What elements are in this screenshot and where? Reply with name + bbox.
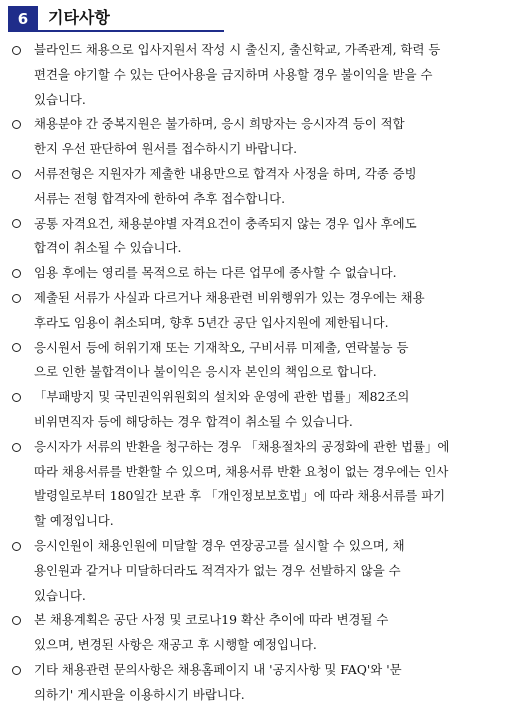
notice-text-line: 따라 채용서류를 반환할 수 있으며, 채용서류 반환 요청이 없는 경우에는 인사 [34,463,449,479]
notice-text-line: 채용분야 간 중복지원은 불가하며, 응시 희망자는 응시자격 등이 적합 [34,116,405,132]
notice-item [0,336,509,386]
section-underline [38,30,224,32]
bullet-circle-icon [12,542,21,551]
notice-text-line: 공통 자격요건, 채용분야별 자격요건이 충족되지 않는 경우 입사 후에도 [34,215,417,231]
notice-text-line: 「부패방지 및 국민권익위원회의 설치와 운영에 관한 법률」제82조의 [34,389,410,405]
notice-text-line: 편견을 야기할 수 있는 단어사용을 금지하며 사용할 경우 불이익을 받을 수 [34,66,433,82]
notice-item [0,658,509,708]
notice-text-line: 비위면직자 등에 해당하는 경우 합격이 취소될 수 있습니다. [34,413,353,429]
section-title: 기타사항 [48,8,110,27]
notice-text-line: 블라인드 채용으로 입사지원서 작성 시 출신지, 출신학교, 가족관계, 학력 등 [34,42,441,57]
notice-item [0,385,509,435]
bullet-circle-icon [12,393,21,402]
notice-text-line: 합격이 취소될 수 있습니다. [34,240,182,256]
notice-text-line: 으로 인한 불합격이나 불이익은 응시자 본인의 책임으로 합니다. [34,364,377,380]
notice-text-line: 있습니다. [34,91,86,107]
bullet-circle-icon [12,666,21,675]
notice-item [0,435,509,534]
bullet-circle-icon [12,343,21,352]
notice-text-line: 있습니다. [34,587,86,603]
notice-item [0,534,509,608]
section-number-badge: 6 [8,6,38,32]
bullet-circle-icon [12,120,21,129]
notice-text-line: 본 채용계획은 공단 사정 및 코로나19 확산 추이에 따라 변경될 수 [34,612,389,628]
notice-text-line: 서류는 전형 합격자에 한하여 추후 접수합니다. [34,190,286,206]
notice-text-line: 임용 후에는 영리를 목적으로 하는 다른 업무에 종사할 수 없습니다. [34,265,397,281]
bullet-circle-icon [12,269,21,278]
notice-text-line: 제출된 서류가 사실과 다르거나 채용관련 비위행위가 있는 경우에는 채용 [34,289,425,305]
notice-text-line: 응시원서 등에 허위기재 또는 기재착오, 구비서류 미제출, 연락불능 등 [34,339,409,355]
notice-item [0,286,509,336]
notice-item [0,261,509,286]
notice-text-line: 응시인원이 채용인원에 미달할 경우 연장공고를 실시할 수 있으며, 채 [34,537,405,553]
notice-item [0,162,509,212]
section-header [8,6,224,32]
notice-text-line: 발령일로부터 180일간 보관 후 「개인정보보호법」에 따라 채용서류를 파기 [34,488,446,504]
notice-item [0,608,509,658]
notice-item [0,38,509,112]
bullet-circle-icon [12,170,21,179]
notice-text-line: 서류전형은 지원자가 제출한 내용만으로 합격자 사정을 하며, 각종 증빙 [34,165,417,181]
notice-item [0,212,509,262]
notice-text-line: 응시자가 서류의 반환을 청구하는 경우 「채용절차의 공정화에 관한 법률」에 [34,438,450,454]
bullet-circle-icon [12,443,21,452]
notice-text-line: 한지 우선 판단하여 원서를 접수하시기 바랍니다. [34,141,298,157]
bullet-circle-icon [12,294,21,303]
bullet-circle-icon [12,616,21,625]
notice-text-line: 의하기' 게시판을 이용하시기 바랍니다. [34,686,245,702]
bullet-circle-icon [12,46,21,55]
notice-text-line: 기타 채용관련 문의사항은 채용홈페이지 내 '공지사항 및 FAQ'와 '문 [34,661,402,677]
notice-list [0,38,509,708]
notice-text-line: 할 예정입니다. [34,513,114,529]
notice-item [0,112,509,162]
notice-text-line: 있으며, 변경된 사항은 재공고 후 시행할 예정입니다. [34,637,317,653]
notice-text-line: 용인원과 같거나 미달하더라도 적격자가 없는 경우 선발하지 않을 수 [34,562,401,578]
bullet-circle-icon [12,219,21,228]
notice-text-line: 후라도 임용이 취소되며, 향후 5년간 공단 입사지원에 제한됩니다. [34,314,389,330]
